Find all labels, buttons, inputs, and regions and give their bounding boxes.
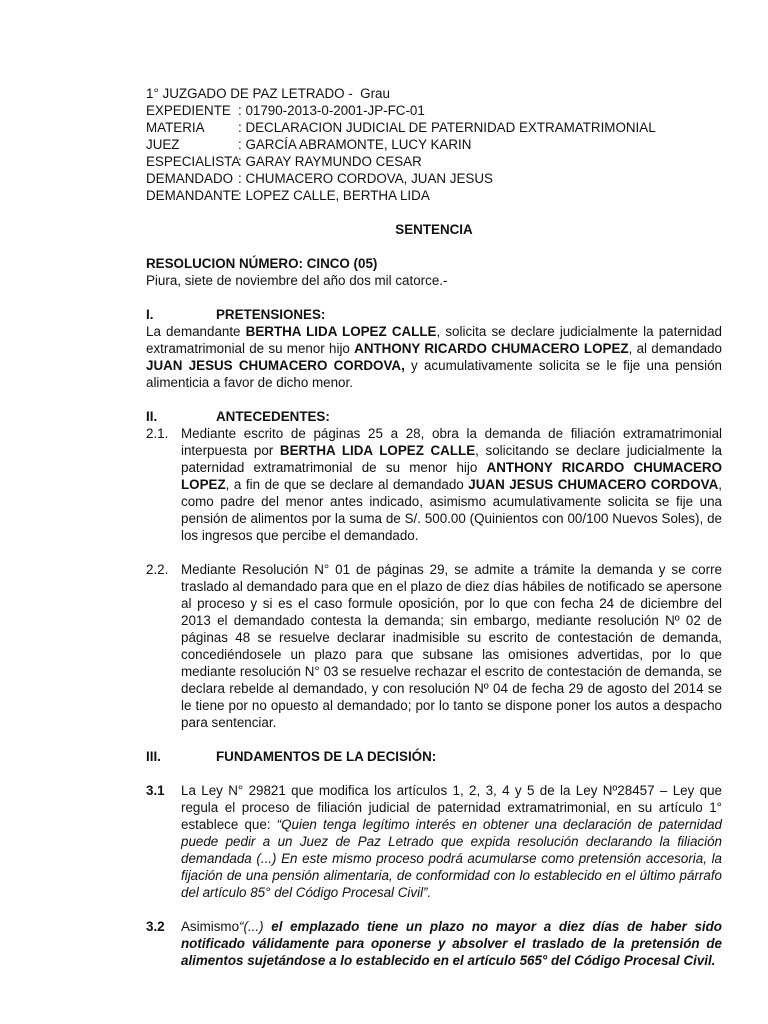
- resolution-number: RESOLUCION NÚMERO: CINCO (05): [146, 256, 378, 271]
- header-row-materia: [146, 119, 722, 136]
- document-title: SENTENCIA: [395, 222, 473, 237]
- header-row-expediente: [146, 102, 722, 119]
- paragraph-3-1: [146, 782, 722, 901]
- resolution-date: Piura, siete de noviembre del año dos mil catorce.-: [146, 273, 448, 288]
- document-page: [146, 85, 722, 969]
- paragraph-number: 3.1: [146, 783, 165, 798]
- header-value: : CHUMACERO CORDOVA, JUAN JESUS: [238, 171, 493, 186]
- text-run: , solicitando se declare judicialmente la paternidad extramatrimonial de su menor hijo: [181, 443, 723, 475]
- paragraph-3-2: [146, 918, 722, 969]
- header-label: DEMANDANTE: [146, 188, 240, 203]
- header-value: : GARAY RAYMUNDO CESAR: [238, 154, 422, 169]
- text-run: La demandante: [146, 324, 246, 339]
- legal-quote: “Quien tenga legítimo interés en obtener una declaración de paternidad puede pedir a un Juez de Paz Letrado que expida resolución declarando la filiación demandada (...) En este mismo proceso podrá acumularse como pretensión accesoria, la fijación de una pensión alimentaria, de conformidad con lo establecido en el último párrafo del artículo 85° del Código Procesal Civil”.: [181, 817, 722, 900]
- text-run: y acumulativamente solicita se le fije una pensión alimenticia a favor de dicho menor.: [146, 358, 722, 390]
- section-number: I.: [146, 307, 154, 322]
- text-run: Asimismo: [181, 919, 240, 934]
- paragraph-2-1: [146, 425, 722, 544]
- party-name: JUAN JESUS CHUMACERO CORDOVA: [468, 477, 719, 492]
- party-name: ANTHONY RICARDO CHUMACERO LOPEZ: [181, 460, 723, 492]
- legal-quote-bold: el emplazado tiene un plazo no mayor a diez días de haber sido notificado válidamente para oponerse y absolver el traslado de la pretensión de alimentos sujetándose a lo establecido en el artículo 565° del Código Procesal Civil.: [181, 919, 722, 968]
- party-name: BERTHA LIDA LOPEZ CALLE: [245, 324, 437, 339]
- text-run: , a fin de que se declare al demandado: [225, 477, 469, 492]
- section-title: ANTECEDENTES:: [216, 409, 330, 424]
- paragraph-number: 2.2.: [146, 562, 169, 577]
- header-value: : 01790-2013-0-2001-JP-FC-01: [238, 103, 425, 118]
- header-label: EXPEDIENTE: [146, 103, 231, 118]
- section-title: PRETENSIONES:: [216, 307, 326, 322]
- pretensiones-paragraph: [146, 323, 722, 391]
- header-row-juez: [146, 136, 722, 153]
- section-heading-antecedentes: [146, 408, 722, 425]
- header-value: : GARCÍA ABRAMONTE, LUCY KARIN: [238, 137, 472, 152]
- section-number: II.: [146, 409, 158, 424]
- text-run: Mediante escrito de páginas 25 a 28, obra la demanda de filiación extramatrimonial interpuesta por: [181, 426, 722, 458]
- section-heading-fundamentos: [146, 748, 722, 765]
- text-run: , solicita se declare judicialmente la paternidad extramatrimonial de su menor hijo: [146, 324, 722, 356]
- party-name: ANTHONY RICARDO CHUMACERO LOPEZ: [354, 341, 629, 356]
- text-run: La Ley N° 29821 que modifica los artículos 1, 2, 3, 4 y 5 de la Ley Nº28457 – Ley que regula el proceso de filiación judicial de paternidad extramatrimonial, en su artículo 1° establece que:: [181, 783, 722, 832]
- header-value: : DECLARACION JUDICIAL DE PATERNIDAD EXTRAMATRIMONIAL: [238, 120, 656, 135]
- court-name: 1° JUZGADO DE PAZ LETRADO - Grau: [146, 86, 390, 101]
- header-label: ESPECIALISTA: [146, 154, 241, 169]
- text-run: , como padre del menor antes indicado, asimismo acumulativamente solicita se fije una pensión de alimentos por la suma de S/. 500.00 (Quinientos con 00/100 Nuevos Soles), de los ingresos que percibe el demandado.: [181, 477, 722, 543]
- section-heading-pretensiones: [146, 306, 722, 323]
- header-label: JUEZ: [146, 137, 180, 152]
- text-run: Mediante Resolución N° 01 de páginas 29, se admite a trámite la demanda y se corre traslado al demandado para que en el plazo de diez días hábiles de notificado se apersone al proceso y si es el caso formule oposición, por lo que con fecha 24 de diciembre del 2013 el demandado contesta la demanda; sin embargo, mediante resolución Nº 02 de páginas 48 se resuelve declarar inadmisible su escrito de contestación de demanda, concediéndosele un plazo para que subsane las omisiones advertidas, por lo que mediante resolución N° 03 se resuelve rechazar el escrito de contestación de demanda, se declara rebelde al demandado, y con resolución Nº 04 de fecha 29 de agosto del 2014 se le tiene por no opuesto al demandado; por lo tanto se dispone poner los autos a despacho para sentenciar.: [181, 562, 722, 730]
- header-value: : LOPEZ CALLE, BERTHA LIDA: [238, 188, 430, 203]
- header-row-demandante: [146, 187, 722, 204]
- legal-quote: “(...): [239, 919, 272, 934]
- paragraph-2-2: [146, 561, 722, 731]
- text-run: , al demandado: [628, 341, 722, 356]
- case-header: [146, 102, 722, 204]
- header-label: DEMANDADO: [146, 171, 234, 186]
- party-name: BERTHA LIDA LOPEZ CALLE: [279, 443, 476, 458]
- header-label: MATERIA: [146, 120, 205, 135]
- section-title: FUNDAMENTOS DE LA DECISIÓN:: [216, 749, 437, 764]
- section-number: III.: [146, 749, 161, 764]
- header-row-demandado: [146, 170, 722, 187]
- paragraph-number: 2.1.: [146, 426, 169, 441]
- header-row-especialista: [146, 153, 722, 170]
- party-name: JUAN JESUS CHUMACERO CORDOVA,: [146, 358, 405, 373]
- paragraph-number: 3.2: [146, 919, 165, 934]
